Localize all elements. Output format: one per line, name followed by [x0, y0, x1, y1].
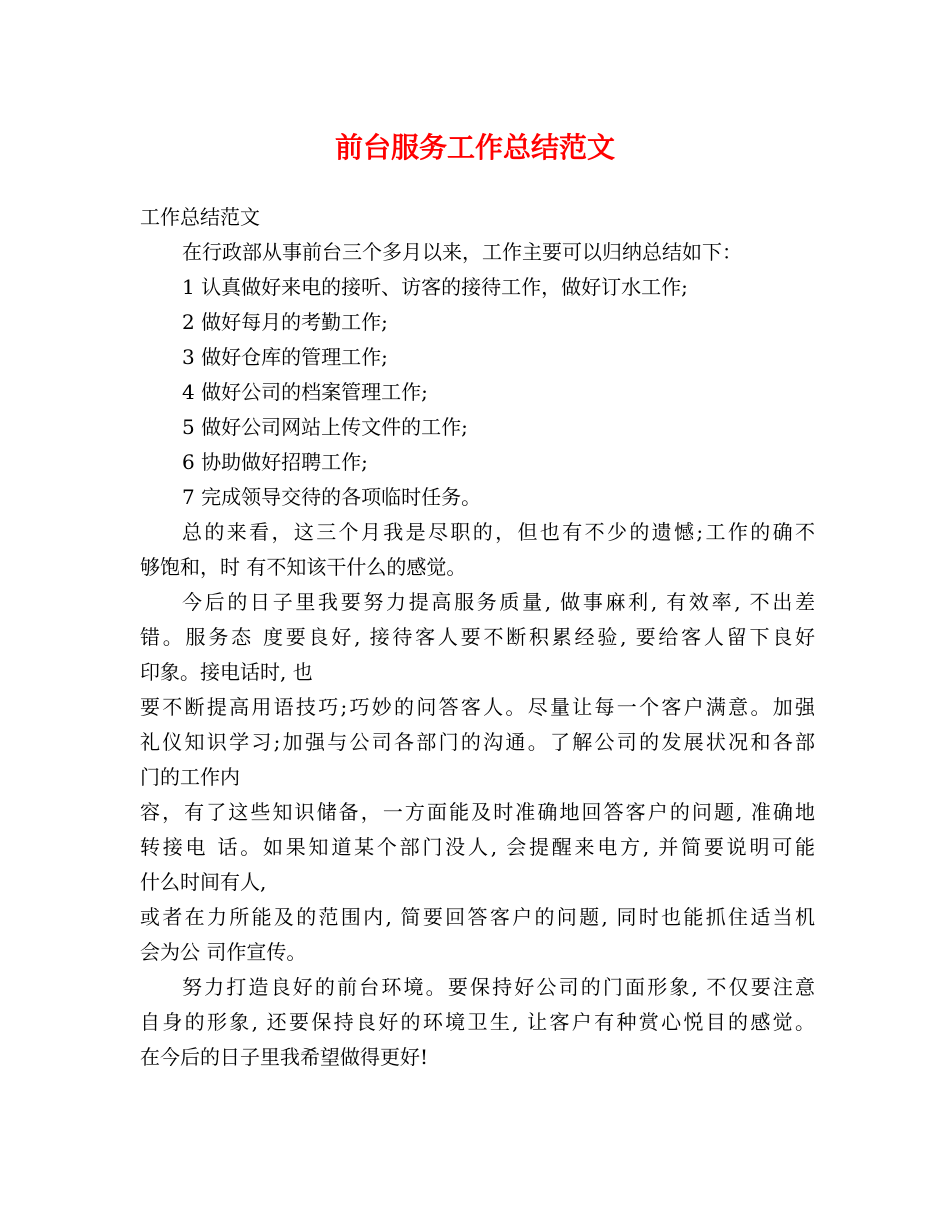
paragraph-line: 要不断提高用语技巧;巧妙的问答客人。尽量让每一个客户满意。加强 [140, 695, 815, 719]
paragraph-line: 或者在力所能及的范围内, 简要回答客户的问题, 同时也能抓住适当机 [140, 905, 815, 929]
list-item-1: 1 认真做好来电的接听、访客的接待工作，做好订水工作; [182, 275, 688, 299]
paragraph-line: 在今后的日子里我希望做得更好! [140, 1045, 429, 1069]
paragraph-line: 今后的日子里我要努力提高服务质量, 做事麻利, 有效率, 不出差 [182, 590, 815, 614]
paragraph-line: 会为公 司作宣传。 [140, 940, 307, 964]
paragraph-line: 礼仪知识学习;加强与公司各部门的沟通。了解公司的发展状况和各部 [140, 730, 815, 754]
list-item-4: 4 做好公司的档案管理工作; [182, 380, 428, 404]
list-item-7: 7 完成领导交待的各项临时任务。 [182, 485, 482, 509]
list-item-2: 2 做好每月的考勤工作; [182, 310, 388, 334]
paragraph-line: 转接电 话。如果知道某个部门没人, 会提醒来电方, 并简要说明可能 [140, 835, 815, 859]
list-item-6: 6 协助做好招聘工作; [182, 450, 368, 474]
paragraph-line: 总的来看，这三个月我是尽职的，但也有不少的遗憾;工作的确不 [182, 520, 815, 544]
list-item-5: 5 做好公司网站上传文件的工作; [182, 415, 468, 439]
paragraph-line: 错。服务态 度要良好, 接待客人要不断积累经验, 要给客人留下良好 [140, 625, 815, 649]
paragraph-line: 够饱和，时 有不知该干什么的感觉。 [140, 555, 467, 579]
paragraph-line: 努力打造良好的前台环境。要保持好公司的门面形象, 不仅要注意 [182, 975, 815, 999]
document-body [140, 200, 815, 1075]
paragraph-line: 印象。接电话时, 也 [140, 660, 313, 684]
subtitle-line: 工作总结范文 [140, 205, 260, 229]
paragraph-line: 什么时间有人, [140, 870, 267, 894]
paragraph-line: 门的工作内 [140, 765, 240, 789]
list-item-3: 3 做好仓库的管理工作; [182, 345, 388, 369]
paragraph-line: 自身的形象, 还要保持良好的环境卫生, 让客户有种赏心悦目的感觉。 [140, 1010, 815, 1034]
document-title: 前台服务工作总结范文 [334, 131, 615, 164]
intro-line: 在行政部从事前台三个多月以来，工作主要可以归纳总结如下： [182, 240, 742, 264]
paragraph-line: 容，有了这些知识储备，一方面能及时准确地回答客户的问题, 准确地 [140, 800, 815, 824]
